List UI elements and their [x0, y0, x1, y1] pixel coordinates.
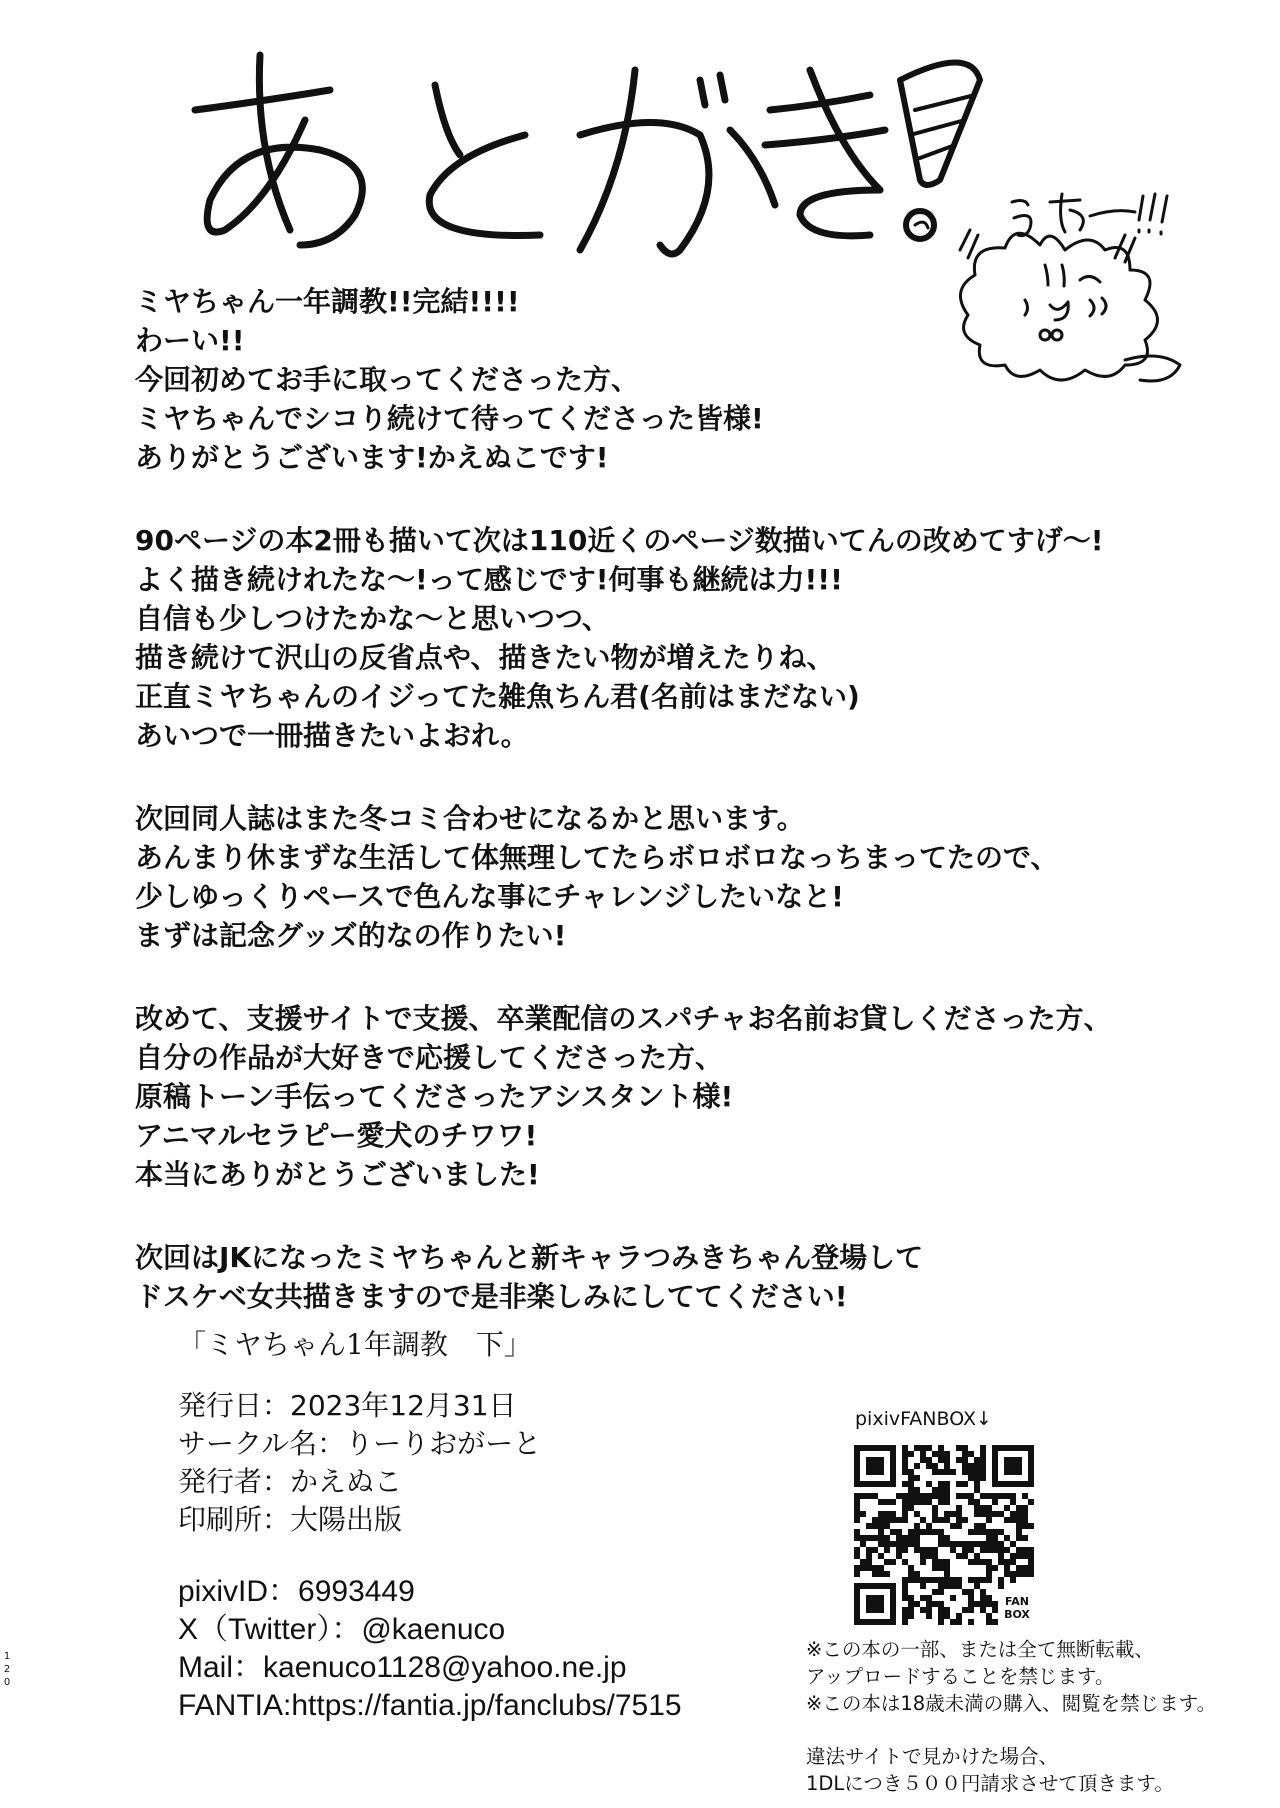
text-line: ありがとうございます!かえぬこです! — [135, 441, 609, 474]
legal-notes — [806, 1636, 1276, 1797]
mail-address: Mail：kaenuco1128@yahoo.ne.jp — [178, 1651, 627, 1684]
text-line: 正直ミヤちゃんのイジってた雑魚ちん君(名前はまだない) — [135, 680, 860, 713]
fanbox-logo-line: FAN — [1005, 1595, 1029, 1608]
text-line: ドスケベ女共描きますので是非楽しみにしててください! — [135, 1280, 848, 1313]
paragraph — [135, 521, 1255, 755]
note-line: ※この本は18歳未満の購入、閲覧を禁じます。 — [806, 1692, 1217, 1715]
note-line: ※この本の一部、または全て無断転載、 — [806, 1638, 1154, 1661]
page-digit: 0 — [3, 1677, 11, 1688]
contact-list — [178, 1573, 818, 1725]
fanbox-qr-code[interactable] — [854, 1445, 1034, 1625]
note-line: アップロードすることを禁じます。 — [806, 1665, 1115, 1688]
text-line: 今回初めてお手に取ってくださった方、 — [135, 363, 640, 396]
printer: 印刷所：大陽出版 — [178, 1503, 403, 1536]
afterword-body — [135, 282, 1255, 1360]
text-line: アニマルセラピー愛犬のチワワ! — [135, 1119, 538, 1152]
fantia-url: FANTIA:https://fantia.jp/fanclubs/7515 — [178, 1689, 682, 1722]
text-line: 90ページの本2冊も描いて次は110近くのページ数描いてんの改めてすげ〜! — [135, 524, 1104, 557]
text-line: 改めて、支援サイトで支援、卒業配信のスパチャお名前お貸しくださった方、 — [135, 1002, 1112, 1035]
text-line: 原稿トーン手伝ってくださったアシスタント様! — [135, 1080, 734, 1113]
text-line: 自信も少しつけたかな〜と思いつつ、 — [135, 602, 610, 635]
text-line: 本当にありがとうございました! — [135, 1158, 540, 1191]
text-line: あいつで一冊描きたいよおれ。 — [135, 719, 529, 752]
text-line: 次回同人誌はまた冬コミ合わせになるかと思います。 — [135, 802, 805, 835]
publish-date: 発行日：2023年12月31日 — [178, 1389, 517, 1422]
page-digit: 1 — [3, 1651, 11, 1662]
note-line: 1DLにつき５００円請求させて頂きます。 — [806, 1772, 1174, 1795]
text-line: ミヤちゃんでシコり続けて待ってくださった皆様! — [135, 402, 764, 435]
fanbox-label: pixivFANBOX↓ — [855, 1408, 992, 1430]
twitter-handle: X（Twitter）：@kaenuco — [178, 1613, 506, 1646]
text-line: 自分の作品が大好きで応援してくださった方、 — [135, 1041, 724, 1074]
text-line: 次回はJKになったミヤちゃんと新キャラつみきちゃん登場して — [135, 1241, 924, 1274]
page-digit: 2 — [3, 1664, 11, 1675]
paragraph — [135, 799, 1255, 955]
colophon — [178, 1325, 818, 1725]
publisher: 発行者：かえぬこ — [178, 1465, 403, 1498]
fanbox-logo-line: BOX — [1004, 1608, 1030, 1621]
text-line: あんまり休まずな生活して体無理してたらボロボロなっちまってたので、 — [135, 841, 1059, 874]
paragraph — [135, 999, 1255, 1194]
text-line: ミヤちゃん一年調教!!完結!!!! — [135, 285, 520, 318]
note-line: 違法サイトで見かけた場合、 — [806, 1745, 1059, 1768]
paragraph — [135, 1238, 1255, 1316]
circle-name: サークル名：りーりおがーと — [178, 1427, 542, 1460]
text-line: 少しゆっくりペースで色んな事にチャレンジしたいなと! — [135, 880, 844, 913]
text-line: わーい!! — [135, 324, 245, 357]
page-number — [1, 1650, 13, 1689]
text-line: よく描き続けれたな〜!って感じです!何事も継続は力!!! — [135, 563, 843, 596]
paragraph — [135, 282, 1255, 477]
book-title: 「ミヤちゃん1年調教 下」 — [178, 1328, 532, 1361]
text-line: 描き続けて沢山の反省点や、描きたい物が増えたりね、 — [135, 641, 835, 674]
pixiv-id: pixivID：6993449 — [178, 1575, 415, 1608]
text-line: まずは記念グッズ的なの作りたい! — [135, 919, 567, 952]
